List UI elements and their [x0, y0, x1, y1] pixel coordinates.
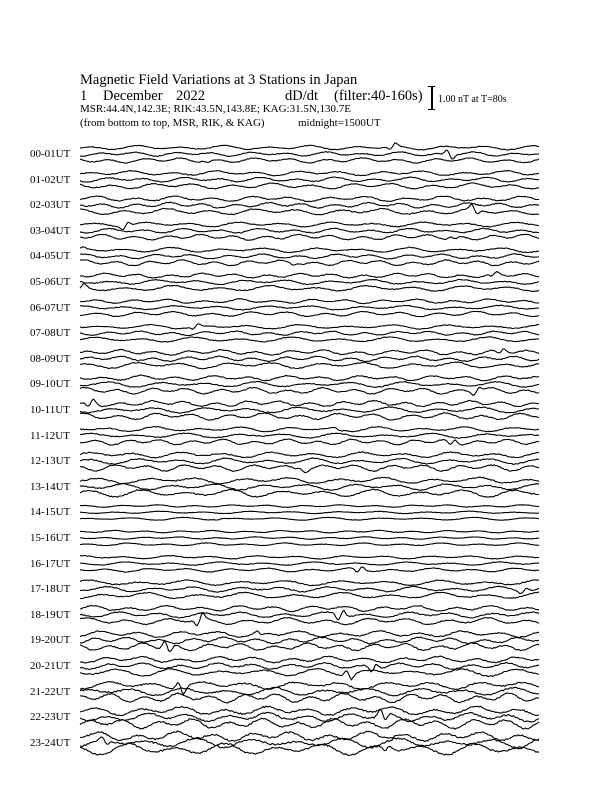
hour-label: 00-01UT: [30, 148, 71, 160]
trace-msr: [80, 452, 539, 458]
trace-msr: [80, 272, 539, 279]
hour-label: 09-10UT: [30, 378, 71, 391]
trace-rik: [80, 305, 539, 310]
trace-msr: [80, 477, 539, 484]
hour-label: 07-08UT: [30, 327, 71, 340]
scale-bar-label: 1.00 nT at T=80s: [438, 94, 507, 105]
trace-rik: [80, 356, 539, 362]
hour-label: 17-18UT: [30, 583, 71, 596]
trace-kag: [80, 260, 539, 266]
trace-rik: [80, 484, 539, 491]
trace-kag: [80, 183, 539, 189]
trace-kag: [80, 567, 539, 572]
trace-msr: [80, 706, 539, 716]
trace-msr: [80, 555, 539, 559]
trace-rik: [80, 687, 539, 696]
trace-msr: [80, 299, 539, 304]
hour-label: 23-24UT: [30, 736, 71, 749]
trace-kag: [80, 439, 539, 445]
hour-label: 20-21UT: [30, 660, 71, 672]
hour-label: 15-16UT: [30, 532, 71, 544]
trace-kag: [80, 592, 539, 598]
trace-rik: [80, 228, 539, 233]
trace-kag: [80, 234, 539, 240]
trace-msr: [80, 505, 539, 508]
trace-msr: [80, 222, 539, 229]
hour-label: 08-09UT: [30, 352, 71, 365]
trace-msr: [80, 427, 539, 432]
station-order-note: (from bottom to top, MSR, RIK, & KAG): [80, 117, 265, 129]
trace-kag: [80, 337, 539, 342]
trace-msr: [80, 324, 539, 330]
trace-kag: [80, 284, 539, 292]
trace-rik: [80, 254, 539, 259]
trace-kag: [80, 311, 539, 316]
hour-label: 18-19UT: [30, 608, 71, 621]
trace-msr: [80, 171, 539, 176]
hour-label: 16-17UT: [30, 557, 71, 570]
trace-rik: [80, 709, 539, 722]
hour-label: 14-15UT: [30, 506, 71, 519]
trace-msr: [80, 349, 539, 355]
hour-label: 04-05UT: [30, 250, 71, 263]
trace-kag: [80, 543, 539, 546]
date-day: 1: [80, 88, 88, 104]
trace-kag: [80, 641, 539, 651]
filter-label: (filter:40-160s): [334, 88, 423, 104]
trace-msr: [80, 196, 539, 202]
trace-rik: [80, 381, 539, 387]
hour-label: 21-22UT: [30, 685, 71, 698]
hour-label: 22-23UT: [30, 711, 71, 724]
trace-kag: [80, 489, 539, 497]
date-year: 2022: [176, 88, 205, 104]
station-coordinates: MSR:44.4N,142.3E; RIK:43.5N,143.8E; KAG:31.5N,130.7E: [80, 103, 352, 115]
trace-kag: [80, 465, 539, 473]
trace-msr: [80, 731, 539, 742]
date-month: December: [103, 88, 163, 104]
trace-msr: [80, 605, 539, 611]
trace-rik: [80, 407, 539, 414]
trace-msr: [80, 580, 539, 586]
trace-msr: [80, 631, 539, 638]
trace-rik: [80, 610, 539, 620]
hour-label: 03-04UT: [30, 224, 71, 237]
trace-rik: [80, 458, 539, 465]
trace-kag: [80, 387, 539, 395]
trace-kag: [80, 413, 539, 421]
trace-rik: [80, 511, 539, 514]
hour-label: 12-13UT: [30, 455, 71, 468]
hour-label: 10-11UT: [30, 404, 70, 416]
hour-label: 06-07UT: [30, 301, 71, 314]
trace-msr: [80, 375, 539, 381]
trace-rik: [80, 537, 539, 540]
trace-rik: [80, 562, 539, 565]
midnight-note: midnight=1500UT: [298, 117, 381, 129]
trace-msr: [80, 247, 539, 253]
trace-kag: [80, 158, 539, 164]
hour-label: 13-14UT: [30, 480, 71, 493]
quantity-label: dD/dt: [285, 88, 319, 104]
chart-title: Magnetic Field Variations at 3 Stations in Japan: [80, 72, 358, 88]
trace-kag: [80, 669, 539, 680]
trace-rik: [80, 331, 539, 336]
trace-rik: [80, 279, 539, 284]
trace-rik: [80, 177, 539, 182]
trace-rik: [80, 433, 539, 438]
trace-msr: [80, 682, 539, 695]
trace-msr: [80, 143, 539, 150]
trace-kag: [80, 743, 539, 755]
hour-label: 11-12UT: [30, 429, 70, 442]
trace-kag: [80, 718, 539, 729]
trace-msr: [80, 656, 539, 663]
hour-label: 05-06UT: [30, 276, 71, 288]
trace-msr: [80, 530, 539, 533]
hour-label: 01-02UT: [30, 173, 71, 186]
trace-kag: [80, 517, 539, 520]
trace-msr: [80, 399, 539, 407]
hour-label: 19-20UT: [30, 634, 71, 647]
trace-kag: [80, 362, 539, 369]
hour-label: 02-03UT: [30, 199, 71, 212]
